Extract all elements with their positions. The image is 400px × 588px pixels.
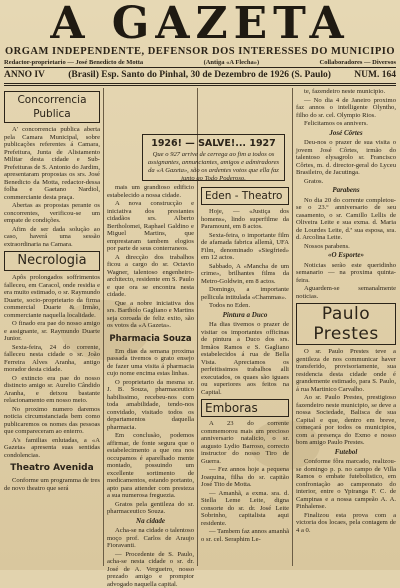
masthead — [0, 2, 400, 58]
column-4 — [296, 88, 396, 566]
notice-body: Que o 927 arrive de cerrega ao fim a todos os assignantes, annunciantes, amigos e admiradores da «A Gazeta», são os ardentes votos que ella faz junto ao Todo Poderoso. — [147, 151, 280, 183]
article-text: Gratos pela gentileza do sr. pharmaceutico Souza. — [107, 501, 194, 516]
article-text: Sabbado, A «Mancha de um crime», brilhantes films da Metro-Goldwin, em 8 actos. — [201, 263, 289, 286]
article-text: Em dias da semana proxima passada tivemos o grato ensejo de fazer uma visita á pharmacia cujo nome encima estas linhas. — [107, 348, 194, 378]
article-text: te, fazendeiro neste municipio. — [296, 88, 396, 96]
article-text: Aguardem-se semanalmente noticias. — [296, 285, 396, 300]
heading-concorrencia: Concorrencia Publica — [4, 91, 100, 123]
article-text: Abertas as propostas perante os concorrentes, verificou-se um empate de condições. — [4, 202, 100, 225]
article-text: A's familias enlutadas, a «A Gazeta» apresenta suas sentidas condolencias. — [4, 437, 100, 460]
heading-theatro-avenida: Theatro Avenida — [4, 462, 100, 474]
article-text: Afim de ser dada solução ao caso, haverá uma sessão extraordinaria na Camara. — [4, 226, 100, 249]
article-text: O finado era pae do nosso amigo e assignante, sr. Raymundo Duarte Junior. — [4, 320, 100, 343]
article-text: — Tambem faz annos amanhã o sr. cel. Seraphim Le- — [201, 528, 289, 543]
article-text: Noticias serão este queridinho semanario — na proxima quinta-feira. — [296, 262, 396, 285]
place-date: (Brasil) Esp. Santo do Pinhal, 30 de Dezembro de 1926 (S. Paulo) — [68, 70, 331, 80]
article-text: Hoje, — «Justiça dos homens», lindo superfilme da Paramount, em 8 actos. — [201, 208, 289, 231]
article-text: Ha dias tivemos o prazer de visitar os importantes officinas de pintura a Duco dos srs. Irmãos Ramos e S. Gagliano estabelecidos á rua de Bella Vista. Apreciamos os perfeitissimos trabalhos alli executados, os quaes são iguaes ou superiores aos feitos na Capital. — [201, 321, 289, 396]
heading-o-esporte: «O Esporte» — [296, 252, 396, 260]
article-text: No proximo numero daremos noticia circumstanciada bem como publicaremos os nomes das pessoas que compareceram ao enterro. — [4, 406, 100, 436]
newspaper-title: A GAZETA — [0, 2, 400, 46]
heading-paulo-prestes: Paulo Prestes — [296, 303, 396, 345]
heading-emboras: Emboras — [201, 399, 289, 417]
heading-jose-cortes: José Côrtes — [296, 130, 396, 138]
article-text: Que a nobre iniciativa dos srs. Bartholo Gagliano e Martins seja coroada de feliz exito, são os votos da «A Gazeta». — [107, 300, 194, 330]
heading-necrologia: Necrologia — [4, 251, 100, 271]
article-text: Em conclusão, podemos affirmar, de fonte segura que o estabelecimento a que ora nos occupamos é aparelhado mente montado, possuindo um excellente sortimento de medicamentos, estando portanto, apto para attender com presteza a sua numerosa freguezia. — [107, 432, 194, 500]
notice-title: 1926! — SALVE!... 1927 — [147, 138, 280, 149]
article-text: Todos no Eden. — [201, 302, 289, 310]
article-text: A' concorrencia publica aberta pela Camara Municipal, sobre publicações referentes á Camara, Prefeitura, Junta de Alistamento Militar desta cidade e Sub-Prefeituras de S. Antonio do Jardim, apresentaram propostas os srs. José Benedicto da Motta, redactor-dessa folha e Gaetano Nardiol, commerciante desta praça. — [4, 126, 100, 201]
article-text: — Amanhã, a exma. sra. d. Stella Leme Leite, digna consorte do sr. dr. José Leite Sobrinho, capitalista aqui residente. — [201, 490, 289, 528]
heading-eden-theatro: Eden - Theatro — [201, 187, 289, 205]
article-text: Nossos parabens. — [296, 243, 396, 251]
column-2 — [107, 184, 194, 566]
newspaper-subtitle: ORGAM INDEPENDENTE, DEFENSOR DOS INTERESSES DO MUNICIPIO — [0, 46, 400, 58]
article-text: O proprietario da mesma sr. J. B. Souza, pharmaceutico habilissimo, recebeu-nos com toda amabilidade, tendo-nos convidado, visitado todos os departamentos daquella pharmacia. — [107, 379, 194, 432]
article-text: Sexta-feira, 24 do corrente, falleceu nesta cidade o sr. João Ferreira Alves Aranha, antigo morador desta cidade. — [4, 344, 100, 374]
article-text: Conforme fôra marcado, realizou-se domingo p. p. no campo de Villa Ramos o embate futebolistico, em confrontação ao campeonato do interior, entre o Ypiranga F. C. de Campinas e a nossa campeão A. A. Pinhalense. — [296, 458, 396, 511]
column-separator — [103, 88, 104, 566]
heading-futebol: Futebol — [296, 449, 396, 457]
dateline — [4, 68, 396, 82]
bottom-rule-double — [4, 85, 396, 86]
article-text: Finalizou esta prova com a victoria dos locaes, pela contagem de 4 a 0. — [296, 512, 396, 535]
contributors-credit: Collaboradores — Diversos — [320, 59, 396, 66]
article-text: Ao sr. Paulo Prestes, prestigioso fazendeiro neste municipio, se deve a nossa Sociedade, Balisca de sua Capital e que, dentro em breve, começará por todos os municipios, com a presença do Exmo e nosso bom amigo Paulo Prestes. — [296, 394, 396, 447]
article-text: O extincto era pae do nosso distincto amigo sr. Aurelio Cândido Aranha, e deixou bastante relacionamento em nosso meio. — [4, 375, 100, 405]
article-text: — Procedente de S. Paulo, acha-se nesta cidade o sr. dr. José de A. Vergueiro, nosso prezado amigo e promptor advogado naquella capital. — [107, 551, 194, 588]
article-text: Domingo, a importante pellicula intitulada «Chammas». — [201, 286, 289, 301]
column-separator — [292, 88, 293, 566]
issue-number: NUM. 164 — [354, 70, 396, 80]
heading-pharmacia-souza: Pharmacia Souza — [107, 333, 194, 345]
heading-parabens: Parabens — [296, 187, 396, 195]
article-text: A 23 do corrente commemorou mais um precioso anniversario natalicio, o sr. augusto Lydio Barroso, correcto instructor do nosso Tiro de Guerra. — [201, 420, 289, 465]
bottom-rule — [4, 83, 396, 84]
heading-na-cidade: Na cidade — [107, 518, 194, 526]
former-name: (Antiga «A Flecha») — [204, 59, 260, 66]
column-3 — [201, 184, 289, 566]
article-text: Conforme um programma de tres de novo theatro que será — [4, 477, 100, 492]
article-text: Apôs prolongados soffrimentos falleceu, em Caracol, onde residia e era muito estimado, o sr. Raymundo Duarte, socio-proprietario da firma commercial Duarte & Irmão, commerciante naquella localidade. — [4, 274, 100, 319]
article-text: O sr. Paulo Prestes teve a gentileza de nos communicar haver transferido, provisoriamente, sua residencia desta cidade onde é grandemente estimado, para S. Paulo, á rua Martinico Carvalho. — [296, 348, 396, 393]
article-text: Deu-nos o prazer de sua visita o jovem José Côrtes, irmão do talentoso elysagrolo sr. Francisco Côrtes, m. d. director-geral do Lyceu Brasileiro, de Jacutinga. — [296, 139, 396, 177]
article-text: — Fez annos hoje a pequena Joaquina, filha do sr. capitão José Tito de Motta. — [201, 466, 289, 489]
heading-pintura-duco: Pintura a Duco — [201, 312, 289, 320]
article-text: mais um grandioso edificio estabelecido a nossa cidade. — [107, 184, 194, 199]
column-1 — [4, 88, 100, 566]
new-year-notice — [142, 134, 285, 181]
article-text: A nova construcção e iniciativa dos prestantes cidadãos srs. Alberto Bertholomei, Raphael Galdino e Miguel Martins, que emprestaram tambem elogios por parte de seus conterraneos. — [107, 200, 194, 253]
article-text: Felicitamos os annivers. — [296, 120, 396, 128]
article-text: Acha-se na cidade o talentoso moço prof. Carlos de Araujo Fioravanti. — [107, 527, 194, 550]
article-text: No dia 20 do corrente completou-se o 23.º anniversario de seu casamento, o sr. Camillo Lellis de Oliveira Leite e sua exma. d. Maria de Lourdes Leite, d.ª sua esposa, sra. d. Arcolina Leite. — [296, 197, 396, 242]
article-text: Sexta-feira, o importante film de afamada fabrica allemã, UFA Film, denominado «Siegfried» em 12 actos. — [201, 232, 289, 262]
article-text: Gratos. — [296, 178, 396, 186]
credits-line — [4, 59, 396, 66]
article-text: A direcção dos trabalhos ficou a cargo do sr. Octavio Wagner, talentoso engenheiro-architecto, residente em S. Paulo e que ora se encontra nesta cidade. — [107, 254, 194, 299]
article-text: — No dia 4 de Janeiro proximo faz annos o intelligente Olyntho, filho do sr. cel. Olympio Rios. — [296, 97, 396, 120]
editor-credit: Redactor-proprietario — José Benedicto de Motta — [4, 59, 143, 66]
year-label: ANNO IV — [4, 70, 45, 80]
